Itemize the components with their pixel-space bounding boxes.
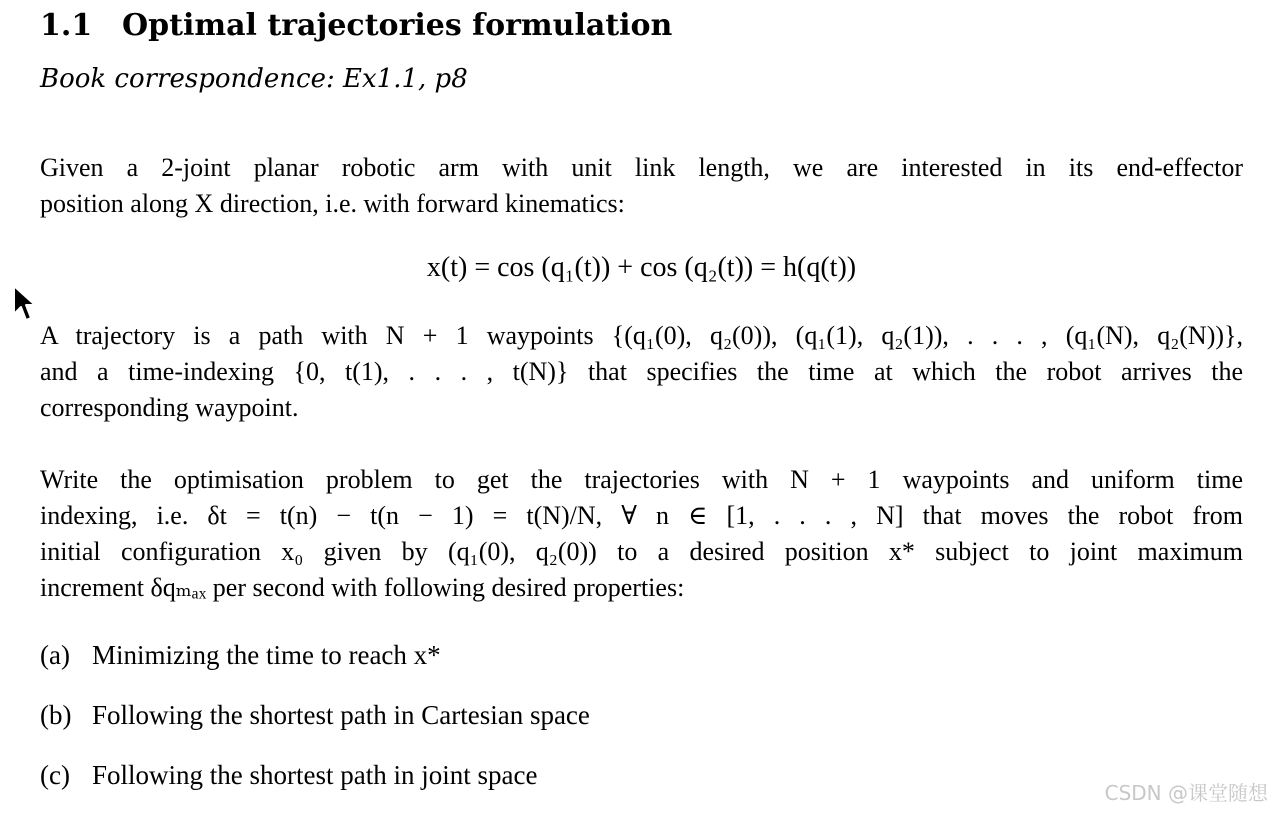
- mouse-pointer-icon: [12, 284, 36, 324]
- paragraph-line: Write the optimisation problem to get the trajectories with N + 1 waypoints and uniform time: [40, 465, 1243, 494]
- paragraph-line: corresponding waypoint.: [40, 393, 299, 422]
- paragraph-trajectory: [40, 318, 1243, 426]
- paragraph-line: increment δqₘₐₓ per second with following desired properties:: [40, 573, 685, 602]
- paragraph-intro: [40, 150, 1243, 222]
- list-item-label: (a): [40, 640, 70, 670]
- section-heading: [40, 8, 672, 43]
- list-item-label: (c): [40, 760, 70, 790]
- paragraph-line: Given a 2-joint planar robotic arm with unit link length, we are interested in its end-effector: [40, 153, 1243, 182]
- forward-kinematics-equation: x(t) = cos (q₁(t)) + cos (q₂(t)) = h(q(t)): [426, 252, 857, 283]
- paragraph-line: initial configuration x₀ given by (q₁(0), q₂(0)) to a desired position x* subject to joint maximum: [40, 537, 1243, 566]
- paragraph-line: position along X direction, i.e. with forward kinematics:: [40, 189, 625, 218]
- paragraph-line: indexing, i.e. δt = t(n) − t(n − 1) = t(N)/N, ∀ n ∈ [1, . . . , N] that moves the robot from: [40, 501, 1243, 530]
- list-item-text: Following the shortest path in joint space: [92, 760, 538, 790]
- list-item: [40, 640, 441, 671]
- list-item-text: Following the shortest path in Cartesian space: [92, 700, 590, 730]
- list-item-text: Minimizing the time to reach x*: [92, 640, 441, 670]
- list-item: [40, 760, 537, 791]
- paragraph-problem: [40, 462, 1243, 606]
- watermark: CSDN @课堂随想: [1104, 781, 1268, 805]
- paragraph-line: and a time-indexing {0, t(1), . . . , t(N)} that specifies the time at which the robot arrives the: [40, 357, 1243, 386]
- list-item: [40, 700, 590, 731]
- list-item-label: (b): [40, 700, 72, 730]
- section-number: 1.1: [40, 8, 93, 43]
- book-correspondence: Book correspondence: Ex1.1, p8: [40, 64, 468, 94]
- paragraph-line: A trajectory is a path with N + 1 waypoints {(q₁(0), q₂(0)), (q₁(1), q₂(1)), . . . , (q₁(N), q₂(N))},: [40, 321, 1243, 350]
- section-title: Optimal trajectories formulation: [122, 8, 673, 43]
